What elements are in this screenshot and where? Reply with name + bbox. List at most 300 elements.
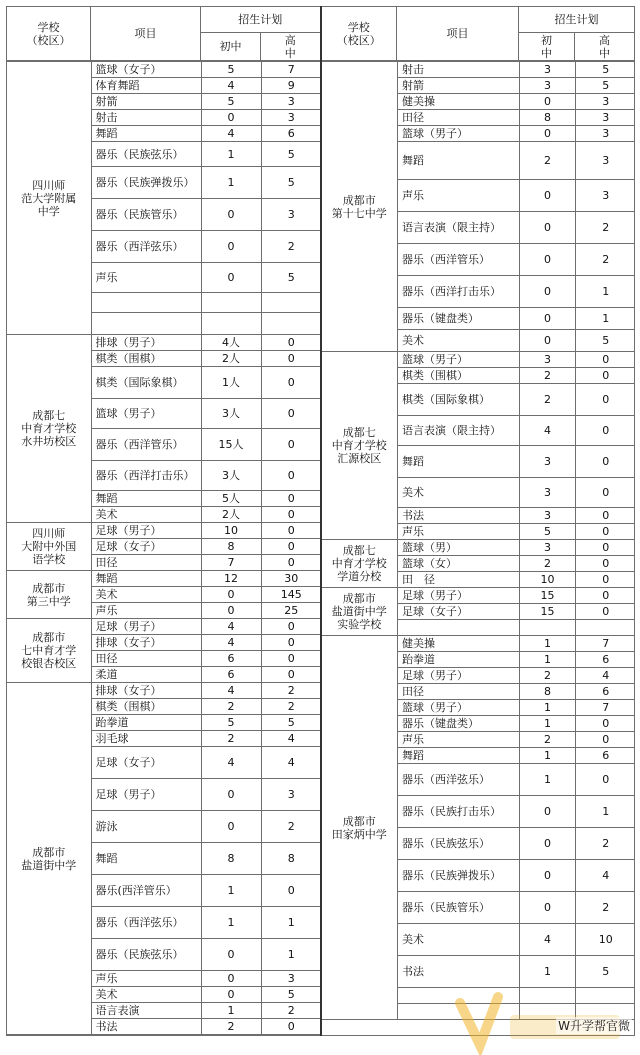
junior-count-cell: 1	[201, 142, 261, 167]
junior-count-cell: 2	[520, 368, 576, 384]
senior-count-cell: 2	[261, 683, 321, 699]
senior-count-cell: 1	[576, 796, 635, 828]
senior-count-cell: 0	[576, 540, 635, 556]
senior-count-cell: 9	[261, 78, 321, 94]
junior-count-cell: 0	[201, 987, 261, 1003]
table-row	[322, 62, 635, 78]
item-cell: 器乐（西洋弦乐）	[91, 231, 201, 263]
item-cell: 器乐（西洋管乐）	[398, 244, 520, 276]
item-cell: 篮球（男子）	[398, 352, 520, 368]
item-cell: 棋类（围棋）	[91, 699, 201, 715]
senior-count-cell: 2	[576, 892, 635, 924]
junior-count-cell: 0	[520, 860, 576, 892]
senior-count-cell: 145	[261, 587, 321, 603]
item-cell: 射箭	[91, 94, 201, 110]
senior-count-cell: 0	[261, 429, 321, 461]
item-cell: 语言表演（限主持）	[398, 416, 520, 446]
item-cell	[91, 313, 201, 335]
senior-count-cell: 2	[261, 699, 321, 715]
item-cell: 器乐（西洋打击乐）	[91, 461, 201, 491]
junior-count-cell: 12	[201, 571, 261, 587]
senior-count-cell: 1	[576, 276, 635, 308]
senior-count-cell: 5	[261, 167, 321, 199]
body-row	[7, 61, 635, 1036]
right-side-table	[322, 61, 635, 1020]
senior-count-cell: 2	[576, 212, 635, 244]
senior-count-cell: 2	[261, 231, 321, 263]
senior-count-cell: 0	[261, 335, 321, 351]
junior-count-cell: 5人	[201, 491, 261, 507]
item-cell: 声乐	[91, 603, 201, 619]
item-cell: 舞蹈	[91, 126, 201, 142]
item-cell: 足球（女子）	[398, 604, 520, 620]
item-cell: 体育舞蹈	[91, 78, 201, 94]
item-cell: 健美操	[398, 636, 520, 652]
senior-count-cell: 4	[261, 747, 321, 779]
header-plan-left: 招生计划	[201, 7, 321, 33]
junior-count-cell: 4	[201, 683, 261, 699]
item-cell: 足球（男子）	[398, 588, 520, 604]
school-name-cell: 四川师 大附中外国 语学校	[7, 523, 91, 571]
item-cell: 美术	[398, 478, 520, 508]
header-junior-right: 初 中	[519, 33, 575, 61]
item-cell: 健美操	[398, 94, 520, 110]
junior-count-cell: 1	[520, 764, 576, 796]
item-cell: 射击	[91, 110, 201, 126]
header-school-left: 学校 （校区）	[7, 7, 91, 61]
item-cell: 器乐（键盘类）	[398, 308, 520, 330]
senior-count-cell: 5	[576, 330, 635, 352]
school-name-cell: 成都市 田家炳中学	[322, 636, 398, 1020]
senior-count-cell: 0	[576, 368, 635, 384]
junior-count-cell: 5	[201, 715, 261, 731]
senior-count-cell: 3	[261, 199, 321, 231]
item-cell: 棋类（围棋）	[398, 368, 520, 384]
watermark-logo	[440, 975, 640, 1055]
item-cell: 舞蹈	[398, 446, 520, 478]
senior-count-cell: 5	[576, 956, 635, 988]
item-cell: 器乐（西洋管乐）	[91, 429, 201, 461]
senior-count-cell: 3	[576, 110, 635, 126]
senior-count-cell: 0	[261, 367, 321, 399]
senior-count-cell: 1	[261, 907, 321, 939]
table-row	[7, 523, 321, 539]
item-cell: 器乐（民族弹拨乐）	[91, 167, 201, 199]
item-cell: 篮球（女）	[398, 556, 520, 572]
senior-count-cell: 3	[576, 180, 635, 212]
item-cell: 排球（女子）	[91, 635, 201, 651]
junior-count-cell: 0	[201, 811, 261, 843]
senior-count-cell: 5	[576, 78, 635, 94]
senior-count-cell: 1	[261, 939, 321, 971]
watermark-text: W升学帮官微	[558, 1019, 630, 1033]
junior-count-cell: 8	[520, 684, 576, 700]
junior-count-cell	[520, 620, 576, 636]
senior-count-cell: 0	[576, 384, 635, 416]
senior-count-cell: 0	[261, 399, 321, 429]
senior-count-cell: 0	[261, 555, 321, 571]
senior-count-cell: 0	[576, 508, 635, 524]
senior-count-cell	[576, 620, 635, 636]
item-cell: 跆拳道	[398, 652, 520, 668]
junior-count-cell: 1	[520, 716, 576, 732]
junior-count-cell: 1人	[201, 367, 261, 399]
senior-count-cell: 0	[261, 539, 321, 555]
item-cell: 器乐（民族打击乐）	[398, 796, 520, 828]
item-cell: 器乐（民族弦乐）	[91, 142, 201, 167]
senior-count-cell: 0	[261, 651, 321, 667]
item-cell: 语言表演	[91, 1003, 201, 1019]
senior-count-cell: 0	[576, 556, 635, 572]
senior-count-cell: 1	[576, 308, 635, 330]
senior-count-cell: 0	[261, 461, 321, 491]
junior-count-cell: 0	[201, 779, 261, 811]
senior-count-cell: 4	[576, 668, 635, 684]
item-cell: 舞蹈	[91, 571, 201, 587]
item-cell: 足球（男子）	[91, 523, 201, 539]
item-cell: 篮球（男子）	[398, 700, 520, 716]
senior-count-cell: 0	[576, 764, 635, 796]
school-name-cell: 成都七 中育才学校 汇源校区	[322, 352, 398, 540]
senior-count-cell: 2	[576, 244, 635, 276]
item-cell: 器乐（民族管乐）	[91, 199, 201, 231]
senior-count-cell: 3	[261, 971, 321, 987]
senior-count-cell: 3	[261, 779, 321, 811]
item-cell: 美术	[91, 987, 201, 1003]
junior-count-cell: 2	[520, 384, 576, 416]
junior-count-cell: 3人	[201, 399, 261, 429]
junior-count-cell: 15	[520, 604, 576, 620]
senior-count-cell: 25	[261, 603, 321, 619]
senior-count-cell	[261, 293, 321, 313]
junior-count-cell: 4	[201, 126, 261, 142]
junior-count-cell: 0	[520, 212, 576, 244]
junior-count-cell: 2	[520, 556, 576, 572]
table-row	[7, 619, 321, 635]
junior-count-cell: 0	[520, 892, 576, 924]
junior-count-cell: 5	[520, 524, 576, 540]
item-cell: 足球（男子）	[91, 619, 201, 635]
senior-count-cell: 6	[576, 652, 635, 668]
table-row	[322, 540, 635, 556]
school-name-cell: 成都市 第三中学	[7, 571, 91, 619]
header-senior-right: 高 中	[575, 33, 635, 61]
senior-count-cell: 0	[576, 416, 635, 446]
item-cell: 声乐	[91, 263, 201, 293]
item-cell: 田径	[398, 684, 520, 700]
junior-count-cell: 15人	[201, 429, 261, 461]
junior-count-cell: 0	[201, 939, 261, 971]
school-name-cell: 成都七 中育才学校 学道分校	[322, 540, 398, 588]
right-side-cell	[321, 61, 635, 1036]
item-cell: 足球（女子）	[91, 539, 201, 555]
junior-count-cell: 15	[520, 588, 576, 604]
header-row-1	[7, 7, 635, 33]
senior-count-cell: 10	[576, 924, 635, 956]
item-cell: 射击	[398, 62, 520, 78]
senior-count-cell: 7	[261, 62, 321, 78]
item-cell: 美术	[398, 330, 520, 352]
item-cell: 足球（男子）	[91, 779, 201, 811]
item-cell: 田径	[91, 555, 201, 571]
junior-count-cell	[201, 293, 261, 313]
junior-count-cell: 1	[520, 652, 576, 668]
item-cell: 田径	[398, 110, 520, 126]
junior-count-cell: 2	[201, 731, 261, 747]
junior-count-cell: 0	[201, 603, 261, 619]
header-school-right: 学校 （校区）	[321, 7, 397, 61]
junior-count-cell: 0	[520, 180, 576, 212]
item-cell: 篮球（女子）	[91, 62, 201, 78]
item-cell: 柔道	[91, 667, 201, 683]
item-cell: 舞蹈	[91, 843, 201, 875]
junior-count-cell: 8	[201, 843, 261, 875]
junior-count-cell: 2	[201, 699, 261, 715]
junior-count-cell: 2人	[201, 351, 261, 367]
junior-count-cell: 3	[520, 478, 576, 508]
senior-count-cell: 8	[261, 843, 321, 875]
item-cell: 美术	[91, 507, 201, 523]
junior-count-cell: 1	[201, 907, 261, 939]
item-cell: 声乐	[398, 524, 520, 540]
junior-count-cell: 4	[520, 924, 576, 956]
senior-count-cell: 3	[576, 94, 635, 110]
item-cell: 羽毛球	[91, 731, 201, 747]
item-cell: 游泳	[91, 811, 201, 843]
item-cell: 美术	[398, 924, 520, 956]
table-row	[322, 588, 635, 604]
junior-count-cell: 4	[201, 619, 261, 635]
junior-count-cell: 0	[201, 199, 261, 231]
item-cell: 舞蹈	[398, 748, 520, 764]
item-cell	[398, 620, 520, 636]
item-cell: 器乐（西洋弦乐）	[91, 907, 201, 939]
school-name-cell: 四川师 范大学附属 中学	[7, 62, 91, 335]
junior-count-cell: 3	[520, 540, 576, 556]
senior-count-cell: 0	[576, 604, 635, 620]
left-side-table	[7, 61, 321, 1035]
junior-count-cell: 4	[520, 416, 576, 446]
senior-count-cell: 0	[576, 572, 635, 588]
header-item-right: 项目	[397, 7, 519, 61]
item-cell: 跆拳道	[91, 715, 201, 731]
senior-count-cell: 2	[261, 811, 321, 843]
item-cell: 美术	[91, 587, 201, 603]
item-cell: 舞蹈	[398, 142, 520, 180]
senior-count-cell: 0	[576, 732, 635, 748]
junior-count-cell: 1	[520, 636, 576, 652]
junior-count-cell: 1	[520, 700, 576, 716]
senior-count-cell: 0	[261, 1019, 321, 1035]
junior-count-cell: 2	[201, 1019, 261, 1035]
senior-count-cell: 0	[576, 478, 635, 508]
junior-count-cell: 0	[201, 263, 261, 293]
junior-count-cell: 3	[520, 446, 576, 478]
junior-count-cell: 0	[201, 587, 261, 603]
item-cell: 田径	[91, 651, 201, 667]
item-cell: 书法	[91, 1019, 201, 1035]
header-plan-right: 招生计划	[519, 7, 635, 33]
junior-count-cell: 2人	[201, 507, 261, 523]
senior-count-cell: 6	[261, 126, 321, 142]
item-cell: 篮球（男）	[398, 540, 520, 556]
item-cell: 器乐（民族管乐）	[398, 892, 520, 924]
junior-count-cell: 10	[520, 572, 576, 588]
senior-count-cell	[261, 313, 321, 335]
enrollment-plan-table	[6, 6, 635, 1036]
item-cell: 篮球（男子）	[398, 126, 520, 142]
item-cell: 棋类（国际象棋）	[398, 384, 520, 416]
junior-count-cell: 0	[520, 330, 576, 352]
junior-count-cell: 5	[201, 62, 261, 78]
junior-count-cell: 3	[520, 508, 576, 524]
junior-count-cell: 4	[201, 78, 261, 94]
junior-count-cell: 6	[201, 667, 261, 683]
junior-count-cell: 0	[201, 231, 261, 263]
senior-count-cell: 0	[576, 524, 635, 540]
school-name-cell: 成都市 第十七中学	[322, 62, 398, 352]
junior-count-cell: 0	[201, 971, 261, 987]
senior-count-cell: 0	[261, 507, 321, 523]
school-name-cell: 成都市 七中育才学 校银杏校区	[7, 619, 91, 683]
junior-count-cell: 1	[520, 956, 576, 988]
item-cell: 书法	[398, 956, 520, 988]
junior-count-cell: 7	[201, 555, 261, 571]
senior-count-cell: 3	[261, 110, 321, 126]
senior-count-cell: 0	[261, 491, 321, 507]
table-row	[7, 683, 321, 699]
junior-count-cell: 0	[520, 126, 576, 142]
senior-count-cell: 2	[576, 828, 635, 860]
senior-count-cell: 4	[261, 731, 321, 747]
junior-count-cell: 3人	[201, 461, 261, 491]
junior-count-cell: 4	[201, 635, 261, 651]
item-cell: 足球（男子）	[398, 668, 520, 684]
junior-count-cell: 10	[201, 523, 261, 539]
junior-count-cell: 5	[201, 94, 261, 110]
senior-count-cell: 5	[261, 715, 321, 731]
item-cell	[91, 293, 201, 313]
item-cell: 器乐（西洋弦乐）	[398, 764, 520, 796]
item-cell: 器乐(西洋管乐）	[91, 875, 201, 907]
senior-count-cell: 3	[576, 126, 635, 142]
school-name-cell: 成都市 盐道街中学	[7, 683, 91, 1035]
junior-count-cell	[201, 313, 261, 335]
senior-count-cell: 30	[261, 571, 321, 587]
junior-count-cell: 0	[520, 308, 576, 330]
table-row	[7, 571, 321, 587]
item-cell: 排球（男子）	[91, 335, 201, 351]
item-cell: 器乐（民族弦乐）	[91, 939, 201, 971]
enrollment-plan-table-wrapper	[6, 6, 634, 1036]
item-cell: 声乐	[398, 732, 520, 748]
junior-count-cell: 1	[201, 167, 261, 199]
senior-count-cell: 3	[261, 94, 321, 110]
table-row	[322, 352, 635, 368]
senior-count-cell: 0	[261, 635, 321, 651]
senior-count-cell: 7	[576, 636, 635, 652]
school-name-cell: 成都七 中育才学校 水井坊校区	[7, 335, 91, 523]
senior-count-cell: 0	[261, 875, 321, 907]
senior-count-cell: 6	[576, 748, 635, 764]
senior-count-cell: 5	[576, 62, 635, 78]
item-cell: 器乐（键盘类）	[398, 716, 520, 732]
item-cell: 器乐（民族弹拨乐）	[398, 860, 520, 892]
junior-count-cell: 0	[201, 110, 261, 126]
junior-count-cell: 4	[201, 747, 261, 779]
junior-count-cell: 2	[520, 142, 576, 180]
senior-count-cell: 5	[261, 263, 321, 293]
senior-count-cell: 0	[261, 523, 321, 539]
junior-count-cell: 4人	[201, 335, 261, 351]
item-cell: 篮球（男子）	[91, 399, 201, 429]
junior-count-cell: 0	[520, 244, 576, 276]
junior-count-cell: 1	[520, 748, 576, 764]
senior-count-cell: 5	[261, 987, 321, 1003]
junior-count-cell: 8	[201, 539, 261, 555]
junior-count-cell: 3	[520, 62, 576, 78]
junior-count-cell: 0	[520, 94, 576, 110]
junior-count-cell: 0	[520, 796, 576, 828]
junior-count-cell: 8	[520, 110, 576, 126]
left-side-cell	[7, 61, 321, 1036]
header-item-left: 项目	[91, 7, 201, 61]
senior-count-cell: 0	[261, 619, 321, 635]
senior-count-cell: 3	[576, 142, 635, 180]
item-cell: 棋类（围棋）	[91, 351, 201, 367]
item-cell: 语言表演（限主持）	[398, 212, 520, 244]
junior-count-cell: 3	[520, 78, 576, 94]
table-row	[7, 335, 321, 351]
senior-count-cell: 5	[261, 142, 321, 167]
item-cell: 书法	[398, 508, 520, 524]
table-row	[322, 636, 635, 652]
school-name-cell: 成都市 盐道街中学 实验学校	[322, 588, 398, 636]
item-cell: 棋类（国际象棋）	[91, 367, 201, 399]
item-cell: 舞蹈	[91, 491, 201, 507]
junior-count-cell: 3	[520, 352, 576, 368]
item-cell: 足球（女子）	[91, 747, 201, 779]
item-cell: 声乐	[91, 971, 201, 987]
junior-count-cell: 1	[201, 1003, 261, 1019]
junior-count-cell: 0	[520, 276, 576, 308]
item-cell: 器乐（西洋打击乐）	[398, 276, 520, 308]
item-cell: 射箭	[398, 78, 520, 94]
senior-count-cell: 0	[576, 588, 635, 604]
junior-count-cell: 6	[201, 651, 261, 667]
header-junior-left: 初中	[201, 33, 261, 61]
junior-count-cell: 0	[520, 828, 576, 860]
header-senior-left: 高 中	[261, 33, 321, 61]
senior-count-cell: 2	[261, 1003, 321, 1019]
senior-count-cell: 0	[261, 351, 321, 367]
senior-count-cell: 0	[576, 446, 635, 478]
senior-count-cell: 7	[576, 700, 635, 716]
senior-count-cell: 4	[576, 860, 635, 892]
table-row	[7, 62, 321, 78]
item-cell: 田 径	[398, 572, 520, 588]
junior-count-cell: 2	[520, 668, 576, 684]
item-cell: 器乐（民族弦乐）	[398, 828, 520, 860]
item-cell: 排球（女子）	[91, 683, 201, 699]
senior-count-cell: 0	[576, 716, 635, 732]
junior-count-cell: 1	[201, 875, 261, 907]
junior-count-cell: 2	[520, 732, 576, 748]
senior-count-cell: 0	[576, 352, 635, 368]
senior-count-cell: 6	[576, 684, 635, 700]
item-cell: 声乐	[398, 180, 520, 212]
senior-count-cell: 0	[261, 667, 321, 683]
